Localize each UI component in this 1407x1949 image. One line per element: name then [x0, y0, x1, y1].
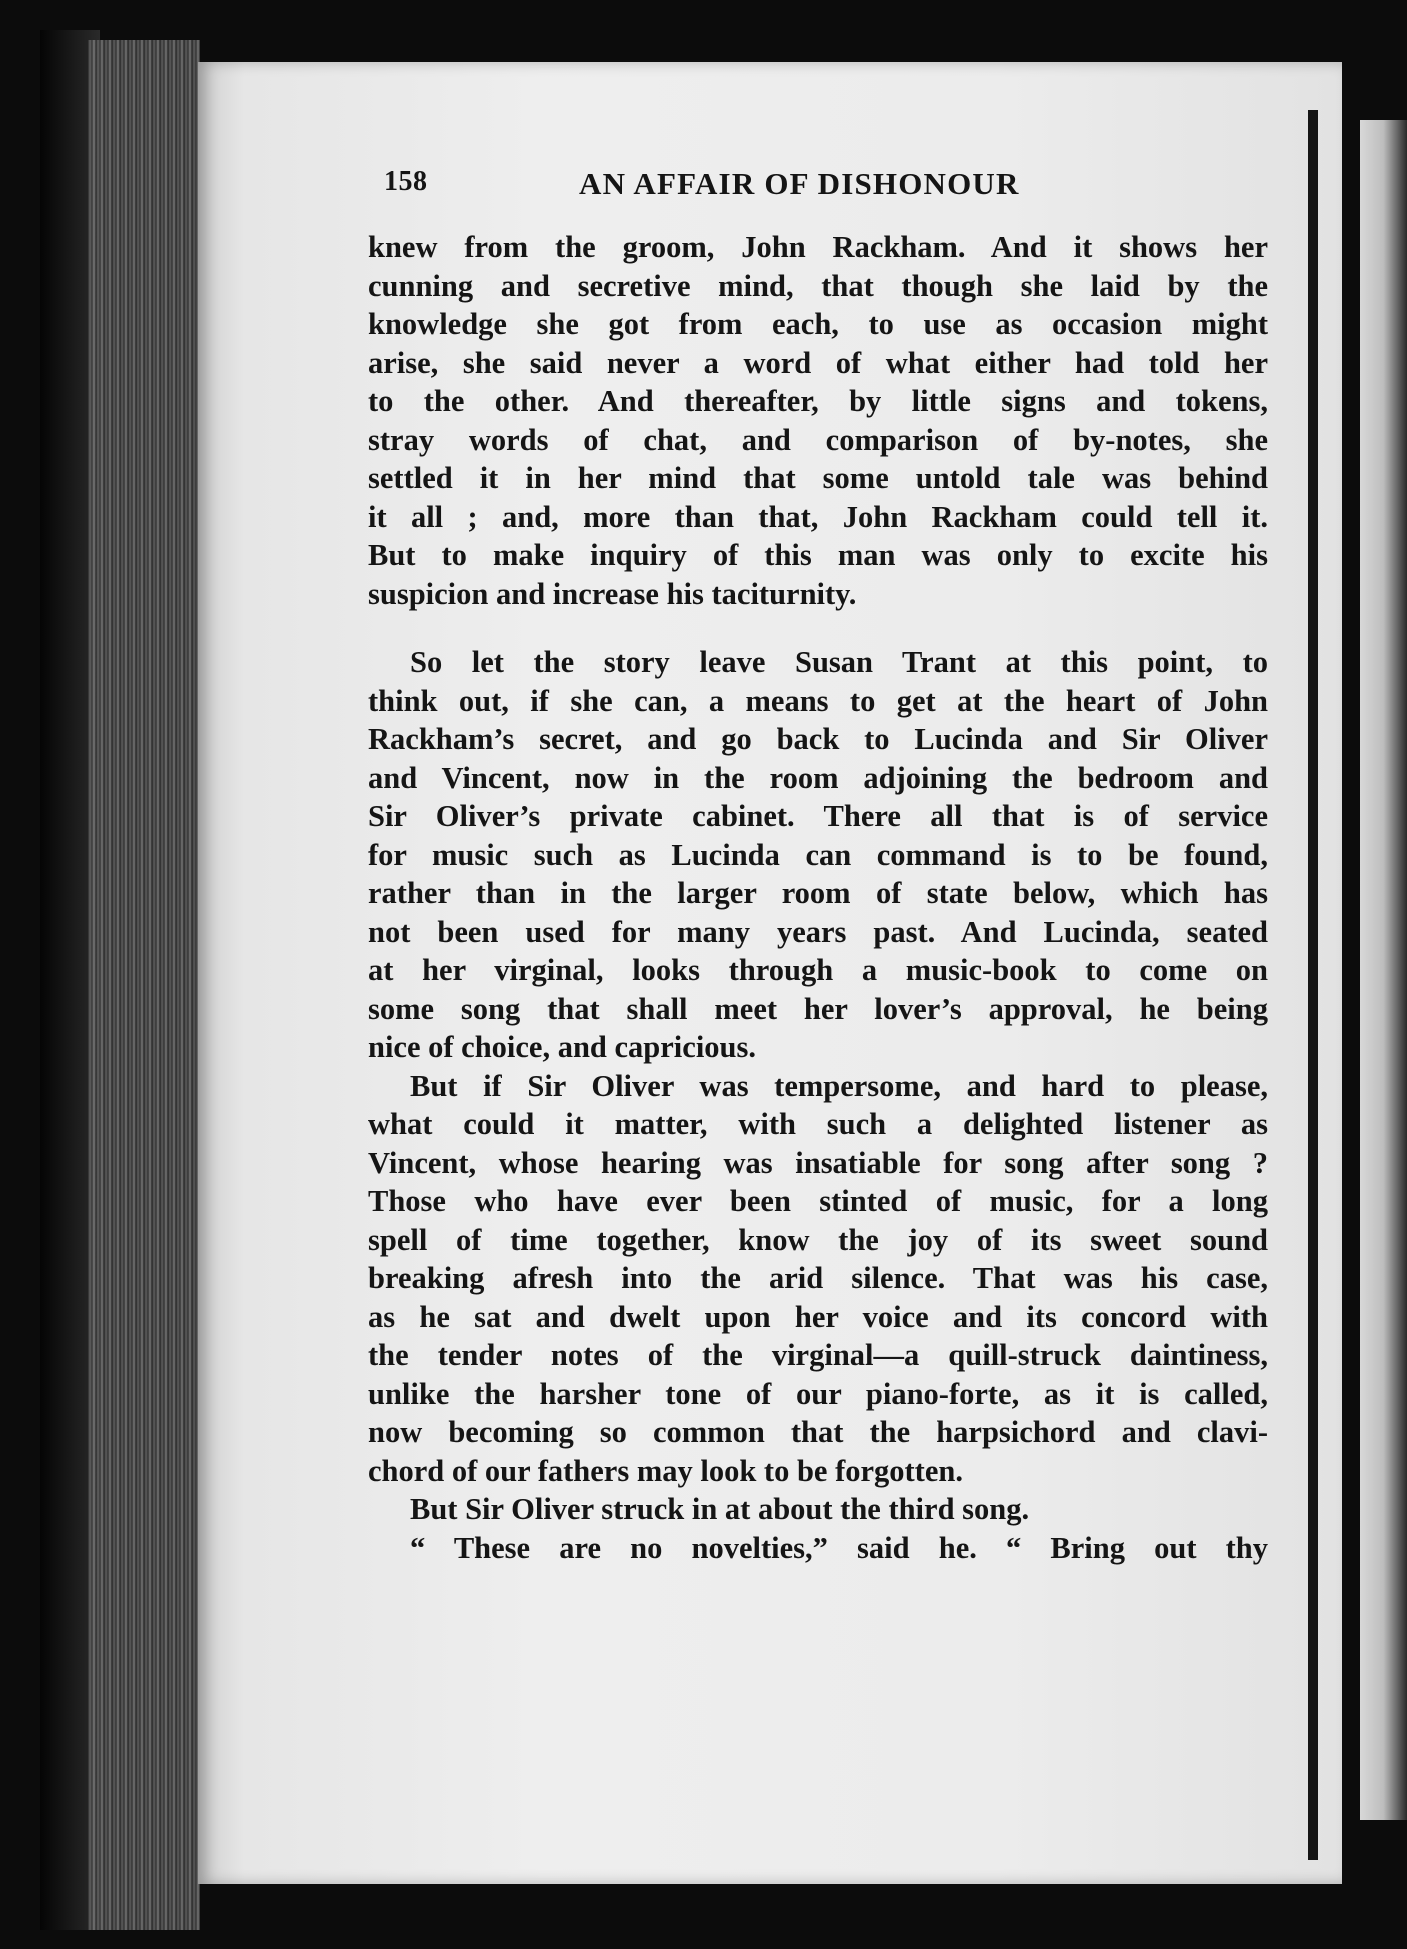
text-line: knowledge she got from each, to use as occasion might: [368, 307, 1268, 341]
stacked-page-edges: [88, 40, 200, 1930]
text-line: knew from the groom, John Rackham. And it shows her: [368, 230, 1268, 264]
text-line: spell of time together, know the joy of its sweet sound: [368, 1222, 1268, 1257]
paragraph: [368, 1529, 1268, 1568]
text-line: stray words of chat, and comparison of by-notes, she: [368, 422, 1268, 457]
text-line: what could it matter, with such a delighted listener as: [368, 1107, 1268, 1141]
text-line: settled it in her mind that some untold tale was behind: [368, 461, 1268, 495]
paragraph: [368, 228, 1268, 613]
text-line: think out, if she can, a means to get at the heart of John: [368, 683, 1268, 718]
text-line: at her virginal, looks through a music-book to come on: [368, 953, 1268, 987]
text-line: the tender notes of the virginal—a quill-struck daintiness,: [368, 1338, 1268, 1372]
text-line: breaking afresh into the arid silence. That was his case,: [368, 1261, 1268, 1295]
text-line: chord of our fathers may look to be forgotten.: [368, 1453, 963, 1488]
text-line: and Vincent, now in the room adjoining the bedroom and: [368, 760, 1268, 795]
text-line: But Sir Oliver struck in at about the third song.: [410, 1492, 1030, 1526]
text-line: arise, she said never a word of what either had told her: [368, 345, 1268, 380]
text-line: unlike the harsher tone of our piano-forte, as it is called,: [368, 1376, 1268, 1411]
text-line: rather than in the larger room of state below, which has: [368, 876, 1268, 910]
body-text: [368, 228, 1268, 1567]
running-header: [384, 166, 1104, 210]
paragraph: [368, 1067, 1268, 1491]
text-line: Rackham’s secret, and go back to Lucinda and Sir Oliver: [368, 722, 1268, 756]
facing-page-edge: [1360, 120, 1407, 1820]
text-line: “ These are no novelties,” said he. “ Bring out thy: [410, 1530, 1268, 1565]
text-line: nice of choice, and capricious.: [368, 1030, 756, 1064]
text-line: now becoming so common that the harpsichord and clavi-: [368, 1415, 1268, 1449]
paragraph: [368, 643, 1268, 1067]
text-line: Those who have ever been stinted of music, for a long: [368, 1184, 1268, 1218]
text-line: some song that shall meet her lover’s approval, he being: [368, 991, 1268, 1026]
page-number: 158: [384, 166, 428, 197]
text-line: it all ; and, more than that, John Rackham could tell it.: [368, 499, 1268, 534]
text-line: for music such as Lucinda can command is to be found,: [368, 837, 1268, 872]
text-line: But if Sir Oliver was tempersome, and hard to please,: [410, 1068, 1268, 1103]
text-line: Sir Oliver’s private cabinet. There all that is of service: [368, 799, 1268, 833]
text-line: So let the story leave Susan Trant at this point, to: [410, 645, 1268, 679]
text-line: not been used for many years past. And Lucinda, seated: [368, 914, 1268, 949]
text-line: cunning and secretive mind, that though she laid by the: [368, 268, 1268, 303]
text-line: suspicion and increase his taciturnity.: [368, 576, 857, 611]
text-line: But to make inquiry of this man was only to excite his: [368, 538, 1268, 572]
text-line: to the other. And thereafter, by little signs and tokens,: [368, 384, 1268, 418]
text-line: as he sat and dwelt upon her voice and its concord with: [368, 1299, 1268, 1334]
gutter-shadow: [1308, 110, 1318, 1860]
running-title: AN AFFAIR OF DISHONOUR: [579, 166, 1020, 201]
paragraph: [368, 1490, 1268, 1529]
text-line: Vincent, whose hearing was insatiable for song after song ?: [368, 1145, 1268, 1180]
paragraph-break: [368, 613, 1268, 643]
